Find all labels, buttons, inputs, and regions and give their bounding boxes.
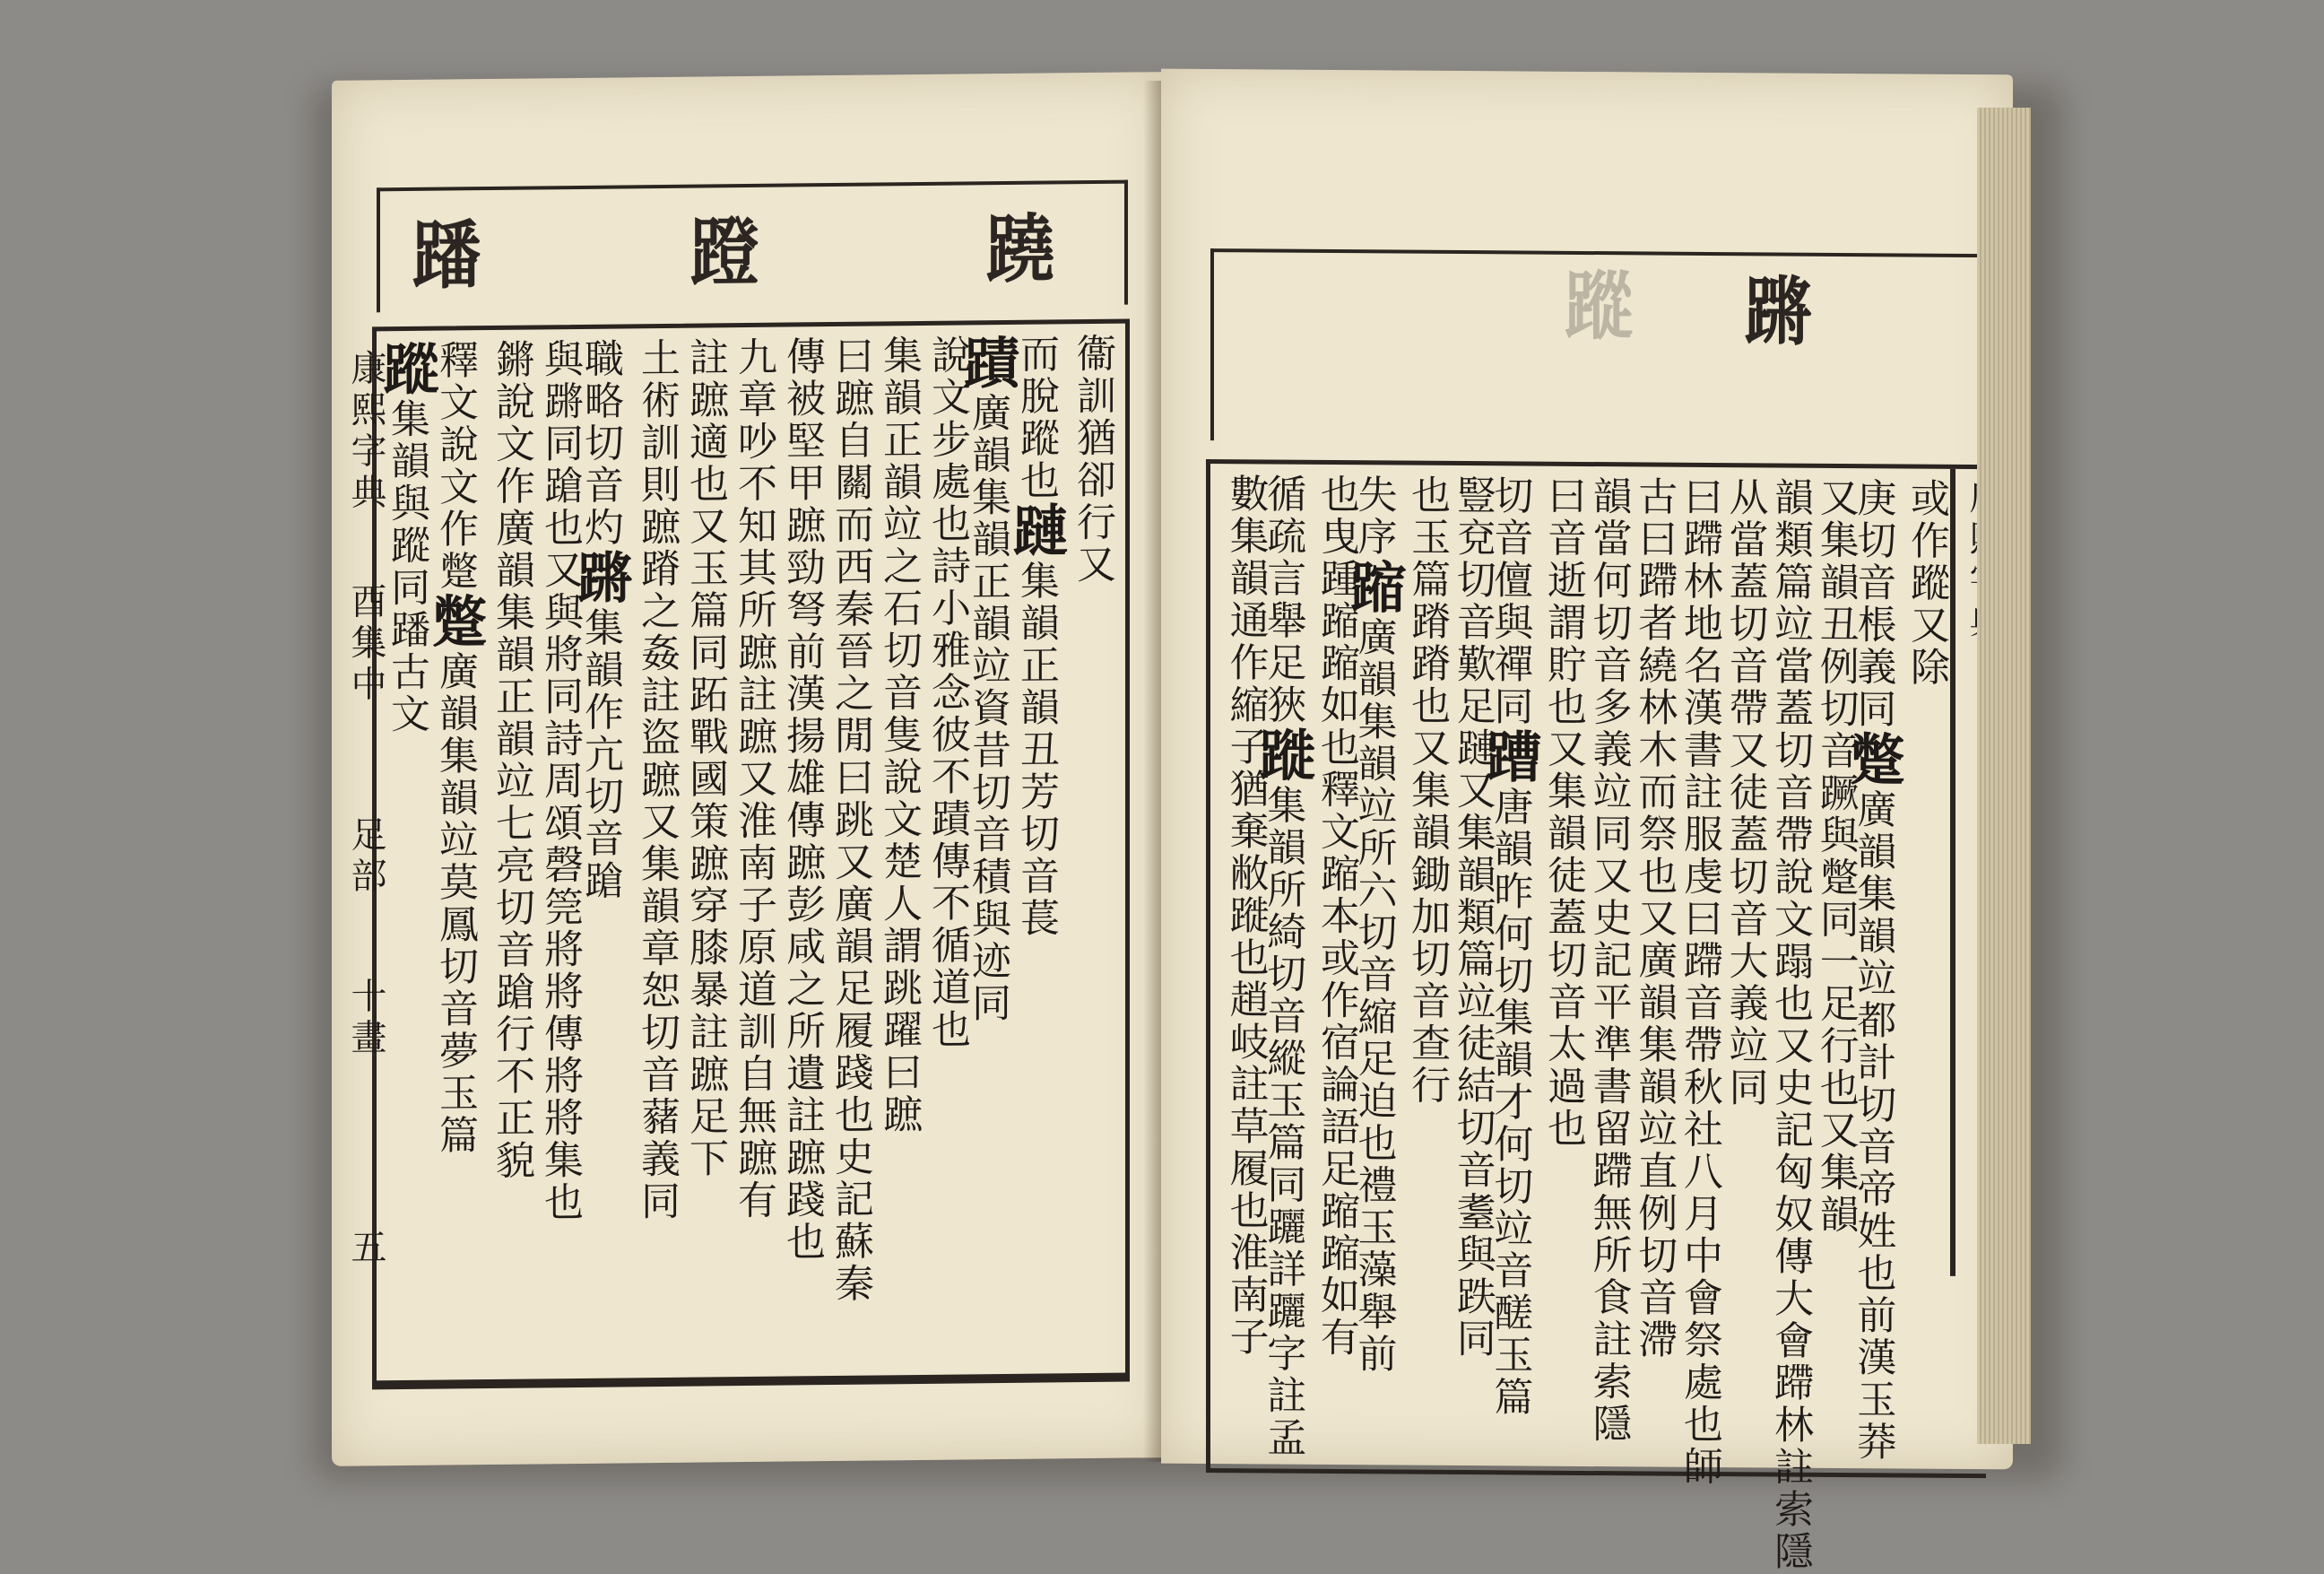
- definition-text: 豎兗切音歎足蹥: [1449, 474, 1496, 770]
- definition-text: 職略切音灼: [577, 337, 623, 550]
- definition-text: 或作蹤: [1903, 477, 1949, 604]
- headword: 蹡: [568, 548, 633, 608]
- definition-text: 集韻正韻丑芳切音萇: [1013, 560, 1059, 940]
- left-margin-title: 康熙字典: [345, 349, 386, 515]
- text-column: [1583, 474, 1632, 1462]
- left-margin-strokes: 十畫: [345, 977, 386, 1060]
- right-seal-1: 蹡: [1744, 267, 1812, 356]
- definition-text: 又集韻徒蓋切音太過也: [1540, 727, 1586, 1150]
- definition-text: 又集韻類篇竝徒結切音耋與跌同: [1449, 769, 1496, 1361]
- definition-text: 廣韻集韻竝莫鳳切音夢玉篇: [432, 650, 478, 1157]
- headword: 蹥: [1003, 501, 1069, 561]
- left-margin-page: 五: [345, 1228, 386, 1270]
- definition-text: 土術訓則蹠蹐之姦註盜蹠: [634, 336, 680, 802]
- definition-text: 又與將同詩周頌磬筦將將傳將將集也: [537, 548, 583, 1224]
- headword: 蹜: [1340, 558, 1407, 617]
- definition-text: 廣韻集韻竝都計切音帝姓也前漢玉莽: [1850, 788, 1896, 1464]
- right-seal-faint: 蹤: [1565, 261, 1633, 351]
- definition-text: 鏘說文作: [489, 338, 534, 509]
- definition-text: 韻當何切音多義竝同: [1585, 474, 1632, 856]
- text-column: [1719, 476, 1768, 1463]
- definition-text: 韻類篇竝當蓋切音帶說文蹋也: [1767, 476, 1814, 1025]
- text-column: [1765, 476, 1814, 1573]
- definition-text: 集韻所綺切音縱玉篇同躧詳躧字註孟: [1260, 784, 1306, 1459]
- definition-text: 傳被堅甲蹠勁弩前漢揚雄傳蹠彭咸之所遺註蹠踐也: [779, 335, 825, 1264]
- definition-text: 庚切音棖義同: [1850, 477, 1896, 731]
- definition-text: 也玉篇蹐蹐也: [1404, 474, 1451, 727]
- definition-text: 失序: [1350, 474, 1397, 559]
- definition-text: 蹯古文: [384, 608, 429, 736]
- definition-text: 衞訓猶卻行又: [1070, 332, 1115, 587]
- right-page: [1161, 69, 2013, 1573]
- definition-text: 循疏言舉足狹: [1260, 473, 1306, 726]
- definition-text: 又史記平準書留蹛無所食註索隱: [1585, 854, 1632, 1446]
- definition-text: 九章吵不知其所蹠註蹠: [731, 335, 776, 759]
- text-column: [628, 336, 680, 1370]
- left-text-columns: [374, 332, 1115, 1371]
- text-column: [568, 337, 633, 1370]
- definition-text: 曳踵蹜蹜如也釋文蹜本或作宿論語足蹜蹜如有: [1313, 515, 1359, 1360]
- left-margin-section: 酉集中: [345, 582, 386, 707]
- text-column: [1250, 473, 1316, 1459]
- text-column: [1840, 477, 1906, 1464]
- text-column: [1401, 474, 1451, 1461]
- definition-text: 曰音逝謂貯也: [1540, 474, 1586, 728]
- text-column: [724, 335, 776, 1369]
- text-column: [1063, 332, 1115, 1365]
- definition-text: 廣韻集韻正韻竝資昔切音積與迹同: [965, 391, 1010, 1025]
- definition-text: 與蹡同蹌也: [537, 337, 583, 550]
- definition-text: 唐韻昨何切集韻才何切竝音醝玉篇: [1487, 786, 1533, 1419]
- definition-text: 曰蹛林地名漢書註服虔曰蹛音帶: [1676, 475, 1722, 1067]
- definition-text: 又集韻丑例切音蹶與蹩同一足行也: [1812, 476, 1859, 1110]
- text-column: [676, 336, 728, 1369]
- headword: 蹧: [1477, 727, 1543, 787]
- headword: 蹝: [1250, 726, 1316, 785]
- definition-text: 廣韻集韻正韻竝七亮切音蹌行不正貌: [489, 507, 534, 1183]
- definition-text: 又集韻鋤加切音查行: [1404, 726, 1451, 1107]
- text-column: [1537, 474, 1586, 1462]
- text-column: [870, 334, 922, 1367]
- definition-text: 廣韻集韻竝所六切音縮足迫也禮玉藻舉前: [1350, 616, 1397, 1376]
- definition-text: 集韻正韻竝之石切音隻說文楚人謂跳躍曰蹠: [876, 334, 922, 1136]
- definition-text: 又除: [1903, 604, 1949, 689]
- left-seal-1: 蹯: [412, 211, 481, 300]
- text-column: [1900, 477, 1949, 1464]
- left-seal-3: 蹺: [986, 204, 1054, 294]
- definition-text: 秋社八月中會祭處也師: [1676, 1065, 1722, 1489]
- definition-text: 曰蹠自關而西秦晉之閒曰跳: [828, 335, 873, 842]
- definition-text: 又集韻: [1812, 1109, 1859, 1237]
- right-page-edges: [1977, 108, 2031, 1444]
- definition-text: 又史記匈奴傳大會蹛林註索隱: [1767, 1024, 1814, 1573]
- headword: 蹤: [374, 339, 439, 399]
- definition-text: 从當蓋切音帶: [1721, 476, 1768, 730]
- right-text-columns: [1219, 473, 1949, 1573]
- text-column: [482, 338, 534, 1371]
- left-margin-radical: 足部: [345, 815, 386, 899]
- definition-text: 註蹠適也: [682, 336, 728, 506]
- text-column: [1628, 475, 1678, 1462]
- right-margin-rule: [1950, 469, 1955, 1276]
- text-column: [1477, 474, 1543, 1461]
- definition-text: 子猶棄敝蹝也趙岐註草履也淮南子: [1222, 726, 1269, 1359]
- definition-text: 詩小雅念彼不蹟傳不循道也: [924, 544, 970, 1051]
- definition-text: 也: [1313, 473, 1359, 517]
- text-column: [1003, 333, 1069, 1365]
- headword: 蹩: [422, 592, 488, 651]
- text-column: [422, 339, 488, 1371]
- definition-text: 集韻作亢切音蹌: [577, 606, 623, 903]
- text-column: [1673, 475, 1722, 1489]
- text-column: [1340, 474, 1407, 1460]
- definition-text: 又廣韻足履踐也史記蘇秦: [828, 840, 873, 1306]
- definition-text: 又廣韻集韻竝直例切音滯: [1631, 897, 1678, 1361]
- left-page: [332, 72, 1166, 1466]
- definition-text: 集韻與蹤同: [384, 397, 429, 610]
- definition-text: 又淮南子原道訓自無蹠有: [731, 757, 776, 1222]
- text-column: [821, 335, 873, 1368]
- definition-text: 釋文說文作蹩: [432, 339, 478, 593]
- definition-text: 古曰蹛者繞林木而祭也: [1631, 475, 1678, 898]
- definition-text: 又集韻章恕切音藸義同: [634, 800, 680, 1223]
- definition-text: 而脫蹤也: [1013, 333, 1059, 502]
- left-seal-2: 蹬: [690, 208, 759, 297]
- definition-text: 又玉篇同跖戰國策蹠穿膝暴註蹠足下: [682, 505, 728, 1180]
- text-column: [773, 335, 825, 1368]
- definition-text: 又徒蓋切音大義竝同: [1721, 729, 1768, 1109]
- definition-text: 數集韻通作縮: [1222, 473, 1269, 726]
- headword: 蹟: [955, 333, 1020, 393]
- definition-text: 說文步處也: [924, 334, 970, 545]
- definition-text: 切音儃與禪同: [1487, 474, 1533, 728]
- headword: 蹩: [1840, 729, 1906, 789]
